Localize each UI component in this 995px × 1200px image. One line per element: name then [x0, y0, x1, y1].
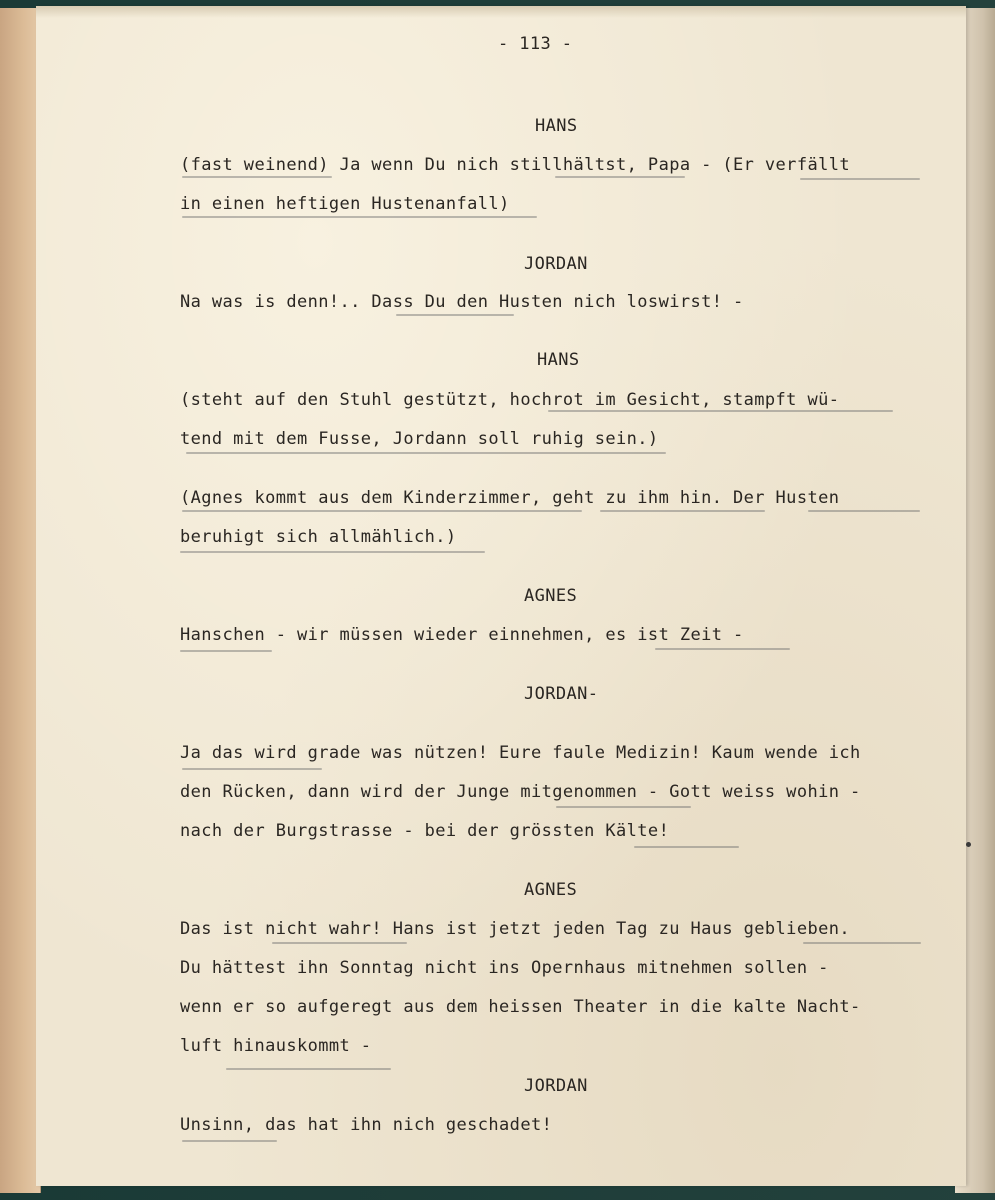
- stage-direction-line: (Agnes kommt aus dem Kinderzimmer, geht zu ihm hin. Der Husten: [180, 488, 840, 508]
- speaker-jordan-2: JORDAN-: [524, 684, 599, 704]
- speaker-jordan-3: JORDAN: [524, 1076, 588, 1096]
- dialogue-line: Das ist nicht wahr! Hans ist jetzt jeden Tag zu Haus geblieben.: [180, 919, 850, 939]
- dialogue-line: wenn er so aufgeregt aus dem heissen Theater in die kalte Nacht-: [180, 997, 861, 1017]
- speaker-jordan-1: JORDAN: [524, 254, 588, 274]
- stage-direction-line: beruhigt sich allmählich.): [180, 527, 457, 547]
- pencil-underline: [800, 178, 920, 180]
- pencil-underline: [655, 648, 790, 650]
- page-top-shadow: [36, 6, 966, 18]
- dialogue-line: (fast weinend) Ja wenn Du nich stillhältst, Papa - (Er verfällt: [180, 155, 850, 175]
- speaker-hans-2: HANS: [537, 350, 580, 370]
- dialogue-line: Du hättest ihn Sonntag nicht ins Opernhaus mitnehmen sollen -: [180, 958, 829, 978]
- pencil-underline: [396, 314, 514, 316]
- page-number: - 113 -: [498, 34, 573, 54]
- pencil-underline: [180, 551, 485, 553]
- dialogue-line: luft hinauskommt -: [180, 1036, 372, 1056]
- dialogue-line: Unsinn, das hat ihn nich geschadet!: [180, 1115, 553, 1135]
- dialogue-line: nach der Burgstrasse - bei der grössten Kälte!: [180, 821, 670, 841]
- pencil-underline: [186, 452, 666, 454]
- dialogue-line: Hanschen - wir müssen wieder einnehmen, es ist Zeit -: [180, 625, 744, 645]
- speaker-agnes-1: AGNES: [524, 586, 578, 606]
- pencil-underline: [182, 216, 537, 218]
- dialogue-line: in einen heftigen Hustenanfall): [180, 194, 510, 214]
- pencil-underline: [634, 846, 739, 848]
- dialogue-line: den Rücken, dann wird der Junge mitgenommen - Gott weiss wohin -: [180, 782, 861, 802]
- speaker-agnes-2: AGNES: [524, 880, 578, 900]
- pencil-underline: [182, 768, 322, 770]
- pencil-underline: [555, 176, 685, 178]
- pencil-underline: [182, 176, 332, 178]
- pencil-underline: [808, 510, 920, 512]
- pencil-underline: [548, 410, 893, 412]
- pencil-underline: [272, 942, 407, 944]
- stage-direction-line: (steht auf den Stuhl gestützt, hochrot im Gesicht, stampft wü-: [180, 390, 840, 410]
- pencil-underline: [180, 650, 272, 652]
- pencil-underline: [600, 510, 765, 512]
- pencil-underline: [556, 806, 691, 808]
- ink-dot: [966, 842, 971, 847]
- pencil-underline: [226, 1068, 391, 1070]
- dialogue-line: Ja das wird grade was nützen! Eure faule Medizin! Kaum wende ich: [180, 743, 861, 763]
- stage-direction-line: tend mit dem Fusse, Jordann soll ruhig sein.): [180, 429, 659, 449]
- book-binding-edge: [0, 8, 41, 1193]
- speaker-hans-1: HANS: [535, 116, 578, 136]
- dialogue-line: Na was is denn!.. Dass Du den Husten nich loswirst! -: [180, 292, 744, 312]
- pencil-underline: [182, 1140, 277, 1142]
- pencil-underline: [803, 942, 921, 944]
- pencil-underline: [182, 510, 582, 512]
